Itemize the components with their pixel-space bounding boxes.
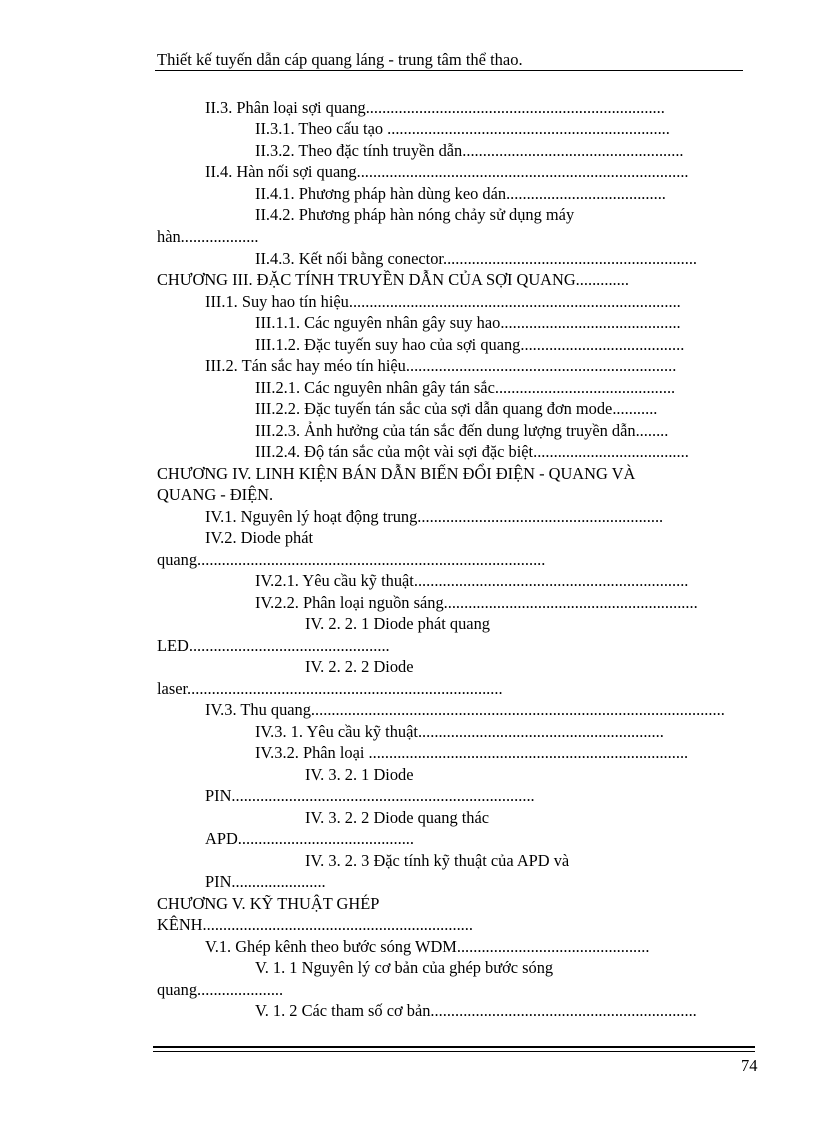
toc-entry: II.3.2. Theo đặc tính truyền dẫn......................................................: [255, 141, 684, 160]
toc-entry: V.1. Ghép kênh theo bước sóng WDM...............................................: [205, 937, 650, 956]
footer-rule-thick: [153, 1046, 755, 1048]
toc-entry: APD...........................................: [205, 829, 414, 848]
toc-entry: V. 1. 2 Các tham số cơ bản.................................................................: [255, 1001, 697, 1020]
toc-entry: IV.1. Nguyên lý hoạt động trung............................................................: [205, 507, 664, 526]
toc-entry: IV.3. 1. Yêu cầu kỹ thuật............................................................: [255, 722, 664, 741]
toc-entry: III.2.4. Độ tán sắc của một vài sợi đặc biệt......................................: [255, 442, 689, 461]
page-number: 74: [741, 1056, 758, 1075]
toc-entry: CHƯƠNG III. ĐẶC TÍNH TRUYỀN DẪN CỦA SỢI QUANG.............: [157, 270, 629, 289]
toc-entry: III.2.1. Các nguyên nhân gây tán sắc............................................: [255, 378, 676, 397]
toc-entry: II.4.3. Kết nối bằng conector..............................................................: [255, 249, 698, 268]
toc-entry: CHƯƠNG V. KỸ THUẬT GHÉP: [157, 894, 380, 913]
toc-entry: quang.....................................................................................: [157, 550, 546, 569]
toc-entry: KÊNH..................................................................: [157, 915, 473, 934]
toc-entry: IV.2.1. Yêu cầu kỹ thuật...................................................................: [255, 571, 689, 590]
toc-entry: IV. 2. 2. 1 Diode phát quang: [305, 614, 490, 633]
toc-entry: IV. 3. 2. 2 Diode quang thác: [305, 808, 490, 827]
toc-entry: CHƯƠNG IV. LINH KIỆN BÁN DẪN BIẾN ĐỔI ĐIỆN - QUANG VÀ: [157, 464, 636, 483]
toc-entry: II.4.2. Phương pháp hàn nóng chảy sử dụng máy: [255, 205, 575, 224]
toc-entry: III.1.1. Các nguyên nhân gây suy hao............................................: [255, 313, 681, 332]
toc-entry: hàn...................: [157, 227, 259, 246]
toc-entry: III.2.2. Đặc tuyến tán sắc của sợi dẫn quang đơn mode...........: [255, 399, 658, 418]
running-header: Thiết kế tuyến dẫn cáp quang láng - trung tâm thể thao.: [157, 50, 523, 69]
toc-entry: III.2.3. Ảnh hưởng của tán sắc đến dung lượng truyền dẫn........: [255, 421, 669, 440]
toc-entry: PIN..........................................................................: [205, 786, 535, 805]
toc-entry: PIN.......................: [205, 872, 326, 891]
toc-entry: II.4.1. Phương pháp hàn dùng keo dán.......................................: [255, 184, 666, 203]
toc-entry: IV. 3. 2. 3 Đặc tính kỹ thuật của APD và: [305, 851, 570, 870]
toc-entry: laser.............................................................................: [157, 679, 503, 698]
toc-entry: IV. 3. 2. 1 Diode: [305, 765, 414, 784]
toc-entry: IV.3. Thu quang.....................................................................................................: [205, 700, 725, 719]
toc-entry: IV.2. Diode phát: [205, 528, 314, 547]
toc-entry: quang.....................: [157, 980, 284, 999]
toc-entry: QUANG - ĐIỆN.: [157, 485, 274, 504]
toc-entry: IV. 2. 2. 2 Diode: [305, 657, 414, 676]
toc-entry: III.1. Suy hao tín hiệu.................................................................................: [205, 292, 681, 311]
toc-entry: III.1.2. Đặc tuyến suy hao của sợi quang........................................: [255, 335, 685, 354]
toc-entry: III.2. Tán sắc hay méo tín hiệu..................................................................: [205, 356, 677, 375]
toc-entry: II.3.1. Theo cấu tạo .....................................................................: [255, 119, 670, 138]
toc-entry: LED.................................................: [157, 636, 390, 655]
footer-rule-thin: [153, 1051, 755, 1052]
toc-entry: II.4. Hàn nối sợi quang.................................................................................: [205, 162, 689, 181]
toc-entry: IV.2.2. Phân loại nguồn sáng..............................................................: [255, 593, 698, 612]
toc-entry: II.3. Phân loại sợi quang.........................................................................: [205, 98, 665, 117]
toc-entry: V. 1. 1 Nguyên lý cơ bản của ghép bước sóng: [255, 958, 554, 977]
toc-entry: IV.3.2. Phân loại ..............................................................................: [255, 743, 689, 762]
